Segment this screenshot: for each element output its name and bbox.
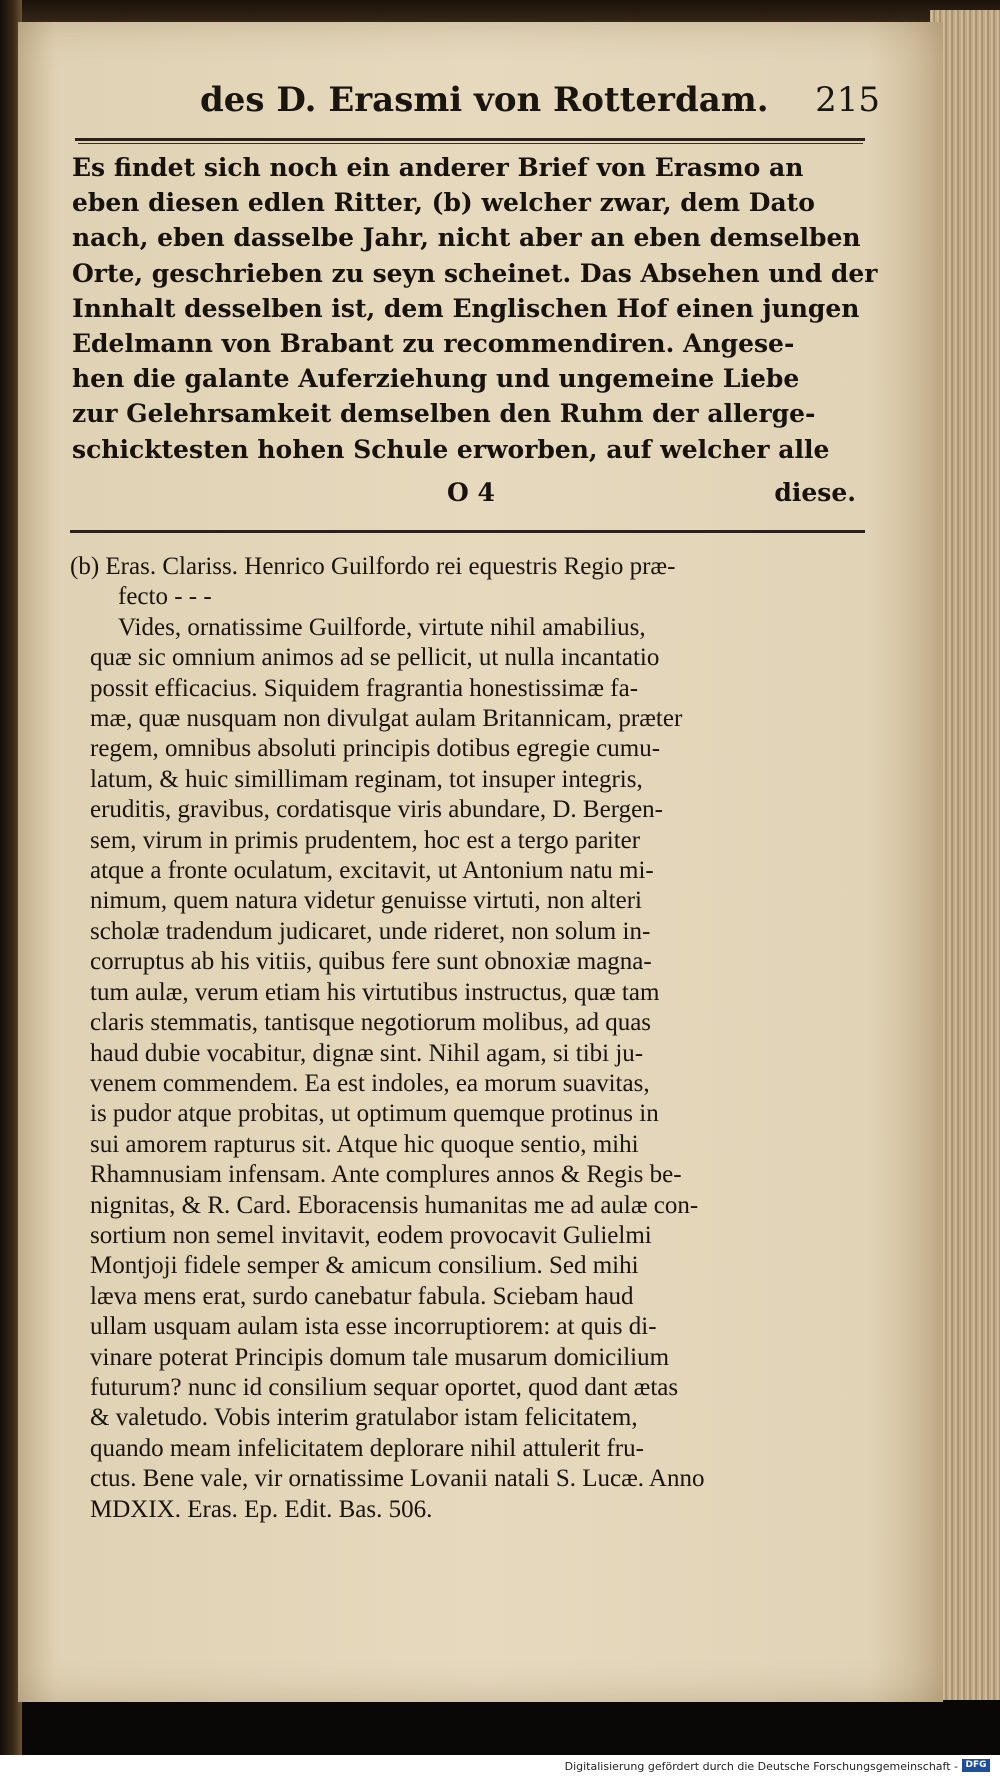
body-line: Innhalt desselben ist, dem Englischen Hof einen jungen: [72, 293, 860, 323]
footnote-line: quando meam infelicitatem deplorare nihil attulerit fru-: [90, 1434, 644, 1462]
footnote-line: & valetudo. Vobis interim gratulabor istam felicitatem,: [90, 1404, 638, 1432]
footnote-rule: [70, 530, 865, 533]
footnote-line: sortium non semel invitavit, eodem provocavit Gulielmi: [90, 1221, 652, 1249]
footnote-line: is pudor atque probitas, ut optimum quemque protinus in: [90, 1100, 659, 1128]
footnote-line: possit efficacius. Siquidem fragrantia honestissimæ fa-: [90, 674, 639, 702]
footnote-line: nimum, quem natura videtur genuisse virtuti, non alteri: [90, 887, 642, 915]
footnote-line: regem, omnibus absoluti principis dotibus egregie cumu-: [90, 735, 661, 763]
footnote-line: latum, & huic simillimam reginam, tot insuper integris,: [90, 765, 643, 793]
footnote-line: MDXIX. Eras. Ep. Edit. Bas. 506.: [90, 1495, 433, 1523]
signature-mark: O 4: [447, 478, 495, 507]
footnote-line: claris stemmatis, tantisque negotiorum molibus, ad quas: [90, 1009, 652, 1037]
footnote-line: læva mens erat, surdo canebatur fabula. Sciebam haud: [90, 1282, 634, 1310]
footnote-line: futurum? nunc id consilium sequar oportet, quod dant ætas: [90, 1373, 679, 1401]
footnote-line: haud dubie vocabitur, dignæ sint. Nihil agam, si tibi ju-: [90, 1039, 644, 1067]
footnote: [70, 552, 870, 1525]
footnote-line: eruditis, gravibus, cordatisque viris abundare, D. Bergen-: [90, 796, 663, 824]
footnote-line: corruptus ab his vitiis, quibus fere sunt obnoxiæ magna-: [90, 948, 652, 976]
footnote-line: nignitas, & R. Card. Eboracensis humanitas me ad aulæ con-: [90, 1191, 699, 1219]
header-rule-thin: [78, 143, 863, 144]
footnote-line: tum aulæ, verum etiam his virtutibus instructus, quæ tam: [90, 978, 660, 1006]
footnote-line: ctus. Bene vale, vir ornatissime Lovanii natali S. Lucæ. Anno: [90, 1465, 705, 1493]
signature-line: [72, 478, 864, 514]
footnote-line: atque a fronte oculatum, excitavit, ut Antonium natu mi-: [90, 857, 654, 885]
header-rule: [75, 138, 865, 141]
main-text: [72, 150, 878, 467]
footnote-line: Vides, ornatissime Guilforde, virtute nihil amabilius,: [118, 613, 646, 641]
footnote-line: sui amorem rapturus sit. Atque hic quoque sentio, mihi: [90, 1130, 639, 1158]
footnote-line: venem commendem. Ea est indoles, ea morum suavitas,: [90, 1069, 650, 1097]
body-line: zur Gelehrsamkeit demselben den Ruhm der allerge-: [72, 399, 816, 429]
body-line: hen die galante Auferziehung und ungemeine Liebe: [72, 364, 800, 394]
footnote-line: Montjoji fidele semper & amicum consilium. Sed mihi: [90, 1252, 639, 1280]
body-line: Orte, geschrieben zu seyn scheinet. Das Absehen und der: [72, 258, 878, 288]
footnote-line: sem, virum in primis prudentem, hoc est a tergo pariter: [90, 826, 641, 854]
footnote-line: ullam usquam aulam ista esse incorruptiorem: at quis di-: [90, 1313, 657, 1341]
body-line: nach, eben dasselbe Jahr, nicht aber an eben demselben: [72, 223, 861, 253]
footnote-line: quæ sic omnium animos ad se pellicit, ut nulla incantatio: [90, 644, 660, 672]
footnote-line: mæ, quæ nusquam non divulgat aulam Britannicam, præter: [90, 705, 683, 733]
footnote-line: scholæ tradendum judicaret, unde rideret, non solum in-: [90, 917, 651, 945]
footnote-line: Rhamnusiam infensam. Ante complures annos & Regis be-: [90, 1161, 682, 1189]
running-head-title: des D. Erasmi von Rotterdam.: [200, 80, 769, 120]
body-line: schicktesten hohen Schule erworben, auf welcher alle: [72, 434, 830, 464]
body-line: eben diesen edlen Ritter, (b) welcher zwar, dem Dato: [72, 188, 815, 218]
digitization-credit: Digitalisierung gefördert durch die Deutsche Forschungsgemeinschaft -: [564, 1760, 958, 1773]
catchword: diese.: [774, 478, 856, 507]
footnote-line: (b) Eras. Clariss. Henrico Guilfordo rei equestris Regio præ-: [70, 553, 676, 580]
page-number: 215: [815, 80, 880, 120]
footnote-line: vinare poterat Principis domum tale musarum domicilium: [90, 1343, 670, 1371]
footnote-line: fecto - - -: [118, 583, 212, 611]
dfg-logo: DFG: [962, 1759, 990, 1772]
body-line: Edelmann von Brabant zu recommendiren. Angese-: [72, 329, 795, 359]
body-line: Es findet sich noch ein anderer Brief von Erasmo an: [72, 153, 804, 182]
